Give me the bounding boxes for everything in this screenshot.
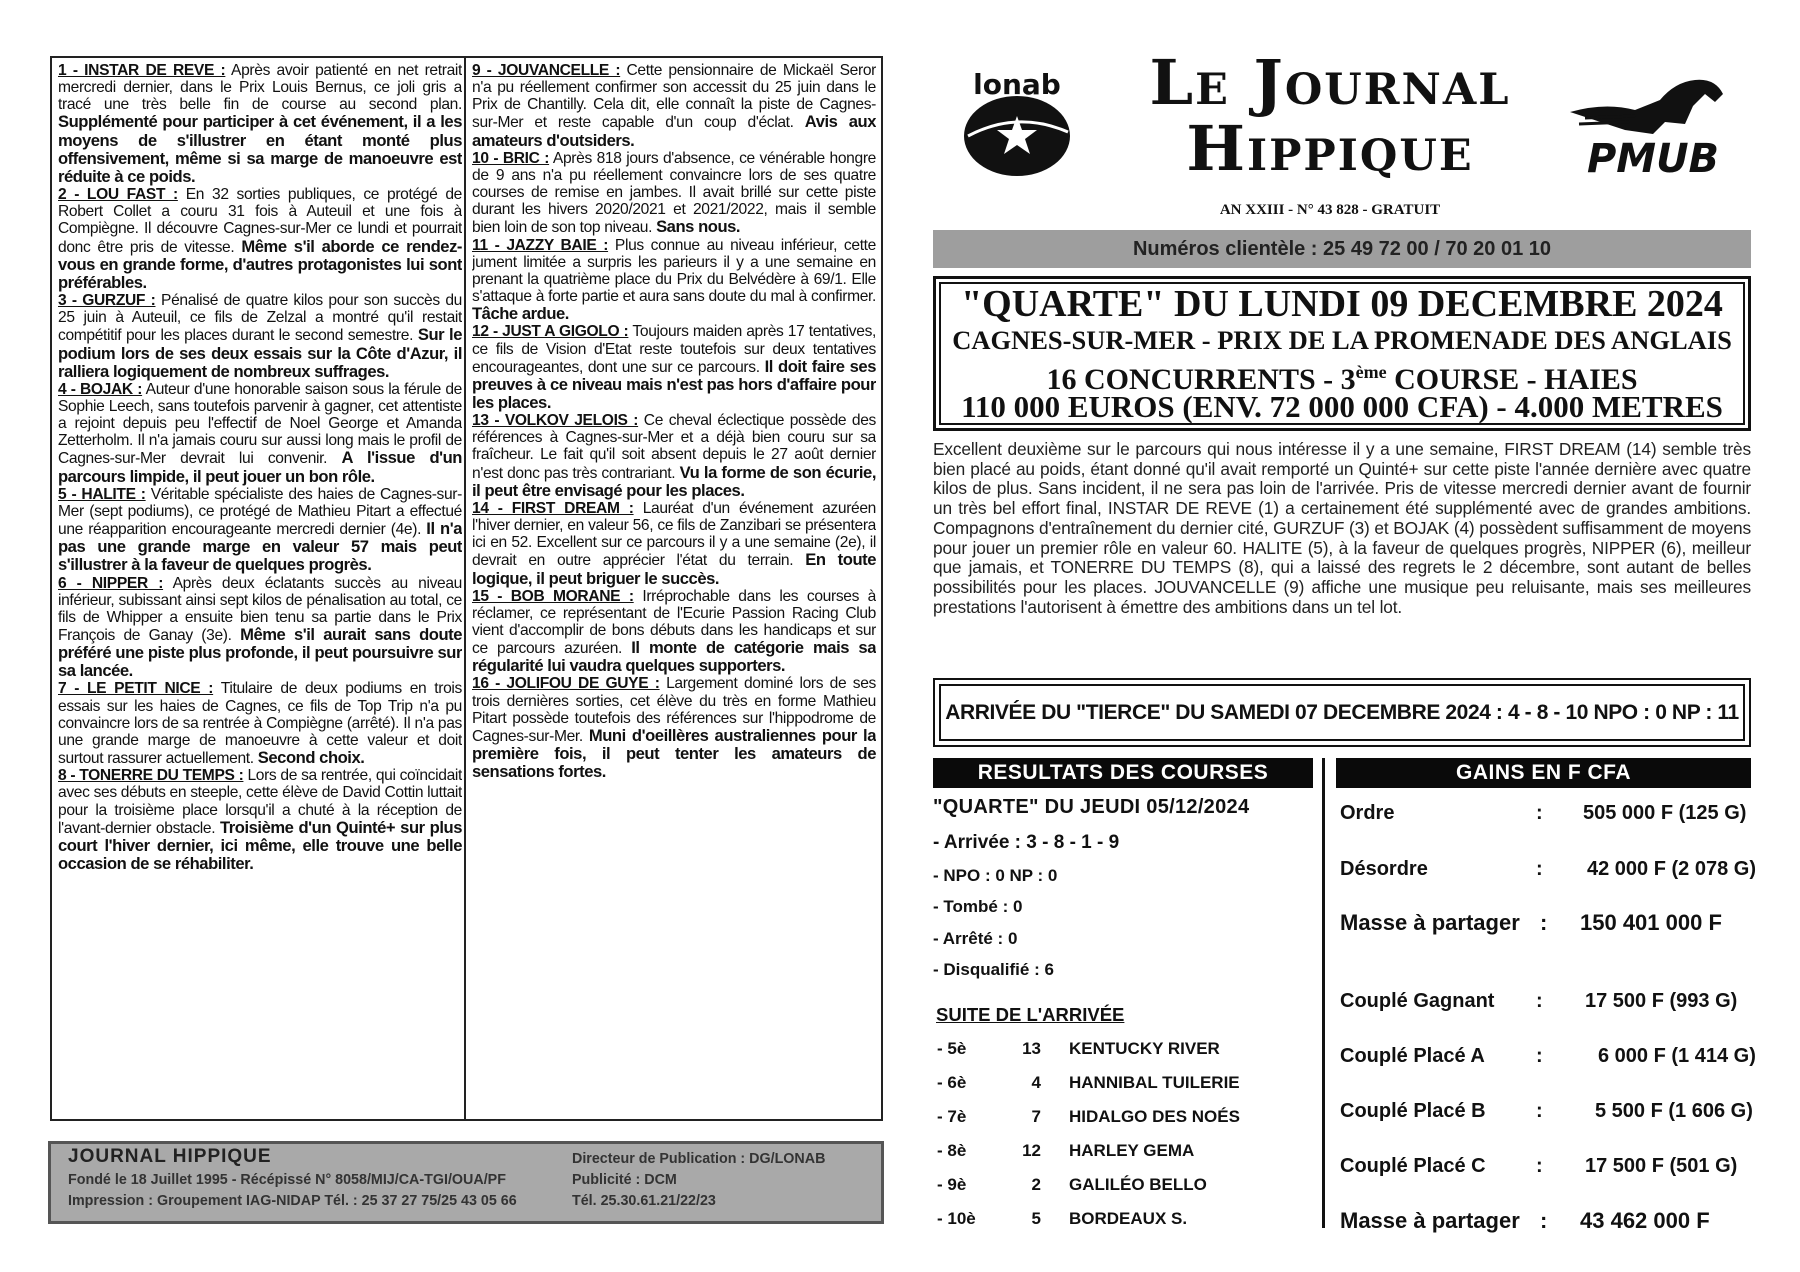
footer-title: JOURNAL HIPPIQUE [68,1146,272,1167]
svg-text:lonab: lonab [973,70,1061,101]
gain-value: 6 000 F (1 414 G) [1598,1045,1756,1067]
gain-label: Ordre [1340,802,1395,824]
pmub-logo [1565,72,1740,182]
commentary-column-1 [58,62,462,1116]
suite-title: SUITE DE L'ARRIVÉE [936,1004,1125,1025]
gain-value: 42 000 F (2 078 G) [1587,858,1756,880]
results-npo: - NPO : 0 NP : 0 [933,866,1058,885]
gain-label: Couplé Gagnant [1340,990,1495,1012]
results-disqualified: - Disqualifié : 6 [933,960,1054,979]
suite-row: - 9è 2 GALILÉO BELLO [937,1175,1207,1194]
gain-value: 17 500 F (501 G) [1585,1155,1738,1177]
results-divider [1322,758,1325,1228]
footer-director: Directeur de Publication : DG/LONAB [572,1151,826,1167]
horse-entry: 4 - BOJAK : Auteur d'une honorable saison sous la férule de Sophie Leech, sans toutefois parvenir à gagner, cet attentiste a rejoint depuis peu l'effectif de Noel George et Amanda Zetterholm. Il n'a jamais couru sur aussi long mais le profil de Cagnes-sur-Mer devrait lui convenir. A l'issue d'un parcours limpide, il peut jouer un bon rôle. [58,380,462,486]
client-numbers-bar: Numéros clientèle : 25 49 72 00 / 70 20 01 10 [933,230,1751,268]
gain-label: Couplé Placé C [1340,1155,1486,1177]
horse-entry: 12 - JUST A GIGOLO : Toujours maiden après 17 tentatives, ce fils de Vision d'Etat reste toutefois sur deux tentatives encourageantes, dont une sur ce parcours. Il doit faire ses preuves à ce niveau mais n'est pas hors d'affaire pour les places. [472,323,876,412]
race-prize: 110 000 EUROS (ENV. 72 000 000 CFA) - 4.000 METRES [961,389,1723,424]
svg-text:PMUB: PMUB [1586,136,1720,182]
horse-entry: 9 - JOUVANCELLE : Cette pensionnaire de Mickaël Seror n'a pu réellement confirmer son accessit du 25 juin dans le Prix de Chantilly. Cela dit, elle connaît la piste de Cagnes-sur-Mer et reste capable d'un coup d'éclat. Avis aux amateurs d'outsiders. [472,62,876,150]
horse-entry: 2 - LOU FAST : En 32 sorties publiques, ce protégé de Robert Collet a couru 31 fois à Auteuil et une fois à Compiègne. Il découvre Cagnes-sur-Mer ce lundi et pourrait donc être pris de vitesse. Même s'il aborde ce rendez-vous en grande forme, d'autres protagonistes lui sont préférables. [58,186,462,292]
suite-row: - 6è 4 HANNIBAL TUILERIE [937,1073,1240,1092]
suite-row: - 10è 5 BORDEAUX S. [937,1209,1188,1228]
horse-entry: 14 - FIRST DREAM : Lauréat d'un événement azuréen l'hiver dernier, en valeur 56, ce fils de Zanzibari se présentera ici en 52. Excellent sur ce parcours il y a une semaine (2e), il devrait en outre apprécier l'état du terrain. En toute logique, il peut briguer le succès. [472,499,876,588]
race-location: CAGNES-SUR-MER - PRIX DE LA PROMENADE DES ANGLAIS [952,325,1732,355]
horse-entry: 16 - JOLIFOU DE GUYE : Largement dominé lors de ses trois dernières sorties, cet élève du très en forme Mathieu Pitart possède toutefois des références sur l'hippodrome de Cagnes-sur-Mer. Muni d'oeillères australiennes pour la première fois, il peut tenter les amateurs de sensations fortes. [472,675,876,782]
issue-number: AN XXIII - N° 43 828 - GRATUIT [1219,202,1441,218]
journal-title: Le Journal Hippique [1149,46,1511,185]
gain-value: 17 500 F (993 G) [1585,990,1738,1012]
suite-row: - 8è 12 HARLEY GEMA [937,1141,1195,1160]
gain-label: Masse à partager [1340,910,1520,935]
horse-entry: 7 - LE PETIT NICE : Titulaire de deux podiums en trois essais sur les haies de Cagnes, ce fils de Top Trip n'a pu convaincre lors de sa rentrée à Compiègne (arrêté). Il n'a pas une grande marge de manoeuvre à cette valeur et doit surtout rassurer actuellement. Second choix. [58,680,462,768]
commentary-column-2 [472,62,876,1116]
results-stopped: - Arrêté : 0 [933,929,1018,948]
race-analysis: Excellent deuxième sur le parcours qui nous intéresse il y a une semaine, FIRST DREAM (14) semble très bien placé au poids, étant donné qu'il avait remporté un Quinté+ sur cette piste l'année dernière avec quatre kilos de plus. Sans incident, il ne sera pas loin de l'arrivée. Pris de vitesse mercredi dernier avant de fournir un très bel effort final, INSTAR DE REVE (1) a certainement été supplémenté avec de grandes ambitions. Compagnons d'entraînement du dernier cité, GURZUF (3) et BOJAK (4) possèdent suffisamment de moyens pour jouer un premier rôle en valeur 60. HALITE (5), à la faveur de quelques progrès, NIPPER (6), meilleur que jamais, et TONERRE DU TEMPS (8), qui a laissé des regrets le 2 décembre, sont autant de belles possibilités pour les places. JOUVANCELLE (9) affiche une musique peu reluisante, mais ses meilleures prestations l'autorisent à émettre des ambitions dans un tel lot. [933,439,1751,617]
gain-value: 43 462 000 F [1580,1208,1710,1233]
tierce-arrival: ARRIVÉE DU "TIERCE" DU SAMEDI 07 DECEMBRE 2024 : 4 - 8 - 10 NPO : 0 NP : 11 [945,701,1739,724]
gain-value: 150 401 000 F [1580,910,1722,935]
gain-label: Couplé Placé A [1340,1045,1485,1067]
gain-value: 5 500 F (1 606 G) [1595,1100,1753,1122]
horse-entry: 8 - TONERRE DU TEMPS : Lors de sa rentrée, qui coïncidait avec ses débuts en steeple, cette élève de David Cottin luttait pour la troisième place lorsqu'il a chuté à la réception de l'avant-dernier obstacle. Troisième d'un Quinté+ sur plus court l'hiver dernier, ici même, elle trouve une belle occasion de se réhabiliter. [58,767,462,874]
horse-entry: 5 - HALITE : Véritable spécialiste des haies de Cagnes-sur-Mer (sept podiums), ce protégé de Mathieu Pitart a effectué une réapparition encourageante mercredi dernier (4e). Il n'a pas une grande marge en valeur 57 mais peut s'illustrer à la faveur de quelques progrès. [58,485,462,575]
quarte-date: "QUARTE" DU LUNDI 09 DECEMBRE 2024 [961,283,1723,325]
gain-value: 505 000 F (125 G) [1583,802,1747,824]
suite-row: - 5è 13 KENTUCKY RIVER [937,1039,1220,1058]
horse-entry: 6 - NIPPER : Après deux éclatants succès au niveau inférieur, subissant ainsi sept kilos de pénalisation au total, ce fils de Whipper a ensuite bien tenu sa partie dans le Prix François de Ganay (3e). Même s'il aurait sans doute préféré une piste plus profonde, il peut poursuivre sur sa lancée. [58,574,462,681]
suite-row: - 7è 7 HIDALGO DES NOÉS [937,1107,1240,1126]
horse-entry: 15 - BOB MORANE : Irréprochable dans les courses à réclamer, ce représentant de l'Ecurie Passion Racing Club vient d'accomplir de bons débuts dans les handicaps et sur ce parcours azuréen. Il monte de catégorie mais sa régularité lui vaudra quelques supporters. [472,587,876,676]
lonab-logo [960,70,1075,178]
horse-entry: 1 - INSTAR DE REVE : Après avoir patienté en net retrait mercredi dernier, dans le Prix Louis Bernus, ce joli gris a tracé une très belle fin de course au second plan. Supplémenté pour participer à cet événement, il a les moyens de s'illustrer en étant monté plus offensivement, même si sa marge de manoeuvre est réduite à ce poids. [58,62,462,186]
gain-label: Couplé Placé B [1340,1100,1486,1122]
footer-phone: Tél. 25.30.61.21/22/23 [572,1193,716,1209]
horse-entry: 3 - GURZUF : Pénalisé de quatre kilos pour son succès du 25 juin à Auteuil, ce fils de Zelzal a montré qu'il restait compétitif pour les places durant le second semestre. Sur le podium lors de ses deux essais sur la Côte d'Azur, il ralliera logiquement de nombreux suffrages. [58,292,462,381]
gain-label: Désordre [1340,858,1428,880]
horse-entry: 13 - VOLKOV JELOIS : Ce cheval éclectique possède des références à Cagnes-sur-Mer et a déjà bien couru sur sa fraîcheur. Le fait qu'il soit absent depuis le 27 août dernier n'est donc pas très contrariant. Vu la forme de son écurie, il peut être envisagé pour les places. [472,412,876,500]
footer-printing: Impression : Groupement IAG-NIDAP Tél. : 25 37 27 75/25 43 05 66 [68,1193,517,1209]
results-header: RESULTATS DES COURSES [933,758,1313,788]
horse-entry: 10 - BRIC : Après 818 jours d'absence, ce vénérable hongre de 9 ans n'a pu réellement convaincre lors de ses quatre courses de remise en jambes. Il avait brillé sur cette piste durant les hivers 2020/2021 et 2021/2022, mais il semble bien loin de son top niveau. Sans nous. [472,149,876,237]
race-details: 16 CONCURRENTS - 3ème COURSE - HAIES [1046,362,1638,396]
results-arrival: - Arrivée : 3 - 8 - 1 - 9 [933,832,1120,853]
gain-label: Masse à partager [1340,1208,1520,1233]
column-divider [464,56,466,1121]
results-race-title: "QUARTE" DU JEUDI 05/12/2024 [933,796,1250,818]
gains-header: GAINS EN F CFA [1336,758,1751,788]
footer-advertising: Publicité : DCM [572,1172,677,1188]
footer-founded: Fondé le 18 Juillet 1995 - Récépissé N° 8058/MIJ/CA-TGI/OUA/PF [68,1172,506,1188]
horse-entry: 11 - JAZZY BAIE : Plus connue au niveau inférieur, cette jument limitée a surpris les parieurs il y a une semaine en prenant la quatrième place du Prix du Belvédère à 69/1. Elle s'attaque à forte partie et aura sans doute du mal à confirmer. Tâche ardue. [472,236,876,324]
results-fallen: - Tombé : 0 [933,897,1023,916]
